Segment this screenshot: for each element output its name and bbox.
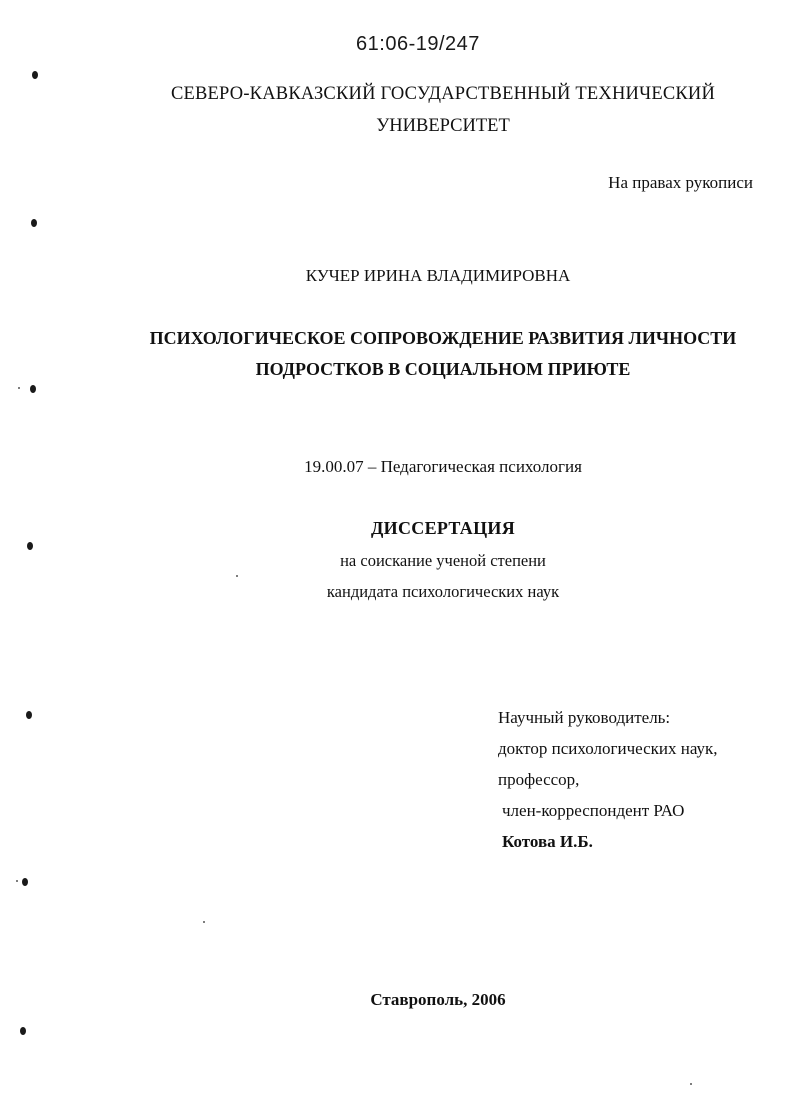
supervisor-rank: профессор, (498, 770, 580, 789)
university-name-line2: УНИВЕРСИТЕТ (376, 116, 510, 136)
dissertation-title-line1: ПСИХОЛОГИЧЕСКОЕ СОПРОВОЖДЕНИЕ РАЗВИТИЯ ЛИЧНОСТИ (149, 328, 737, 348)
university-name-line1: СЕВЕРО-КАВКАЗСКИЙ ГОСУДАРСТВЕННЫЙ ТЕХНИЧЕСКИЙ (170, 84, 716, 104)
supervisor-degree: доктор психологических наук, (498, 739, 718, 758)
place-and-year: Ставрополь, 2006 (370, 990, 506, 1009)
binding-hole-mark (30, 385, 36, 393)
document-type: ДИССЕРТАЦИЯ (370, 518, 515, 538)
scan-speck (18, 387, 20, 389)
dissertation-title-line2: ПОДРОСТКОВ В СОЦИАЛЬНОМ ПРИЮТЕ (255, 359, 631, 379)
scan-speck (236, 575, 238, 577)
supervisor-membership: член-корреспондент РАО (502, 801, 685, 820)
scan-speck (690, 1083, 692, 1085)
scan-speck (16, 880, 18, 882)
archive-code: 61:06-19/247 (356, 33, 480, 55)
degree-line2: кандидата психологических наук (326, 582, 560, 601)
scan-speck (203, 921, 205, 923)
binding-hole-mark (31, 219, 37, 227)
supervisor-label: Научный руководитель: (498, 708, 671, 727)
supervisor-name: Котова И.Б. (502, 832, 593, 851)
binding-hole-mark (27, 542, 33, 550)
binding-hole-mark (20, 1027, 26, 1035)
author-name: КУЧЕР ИРИНА ВЛАДИМИРОВНА (305, 266, 571, 285)
binding-hole-mark (26, 711, 32, 719)
rights-note: На правах рукописи (608, 173, 753, 192)
specialty-code: 19.00.07 – Педагогическая психология (304, 457, 582, 476)
binding-hole-mark (22, 878, 28, 886)
degree-line1: на соискание ученой степени (340, 551, 546, 570)
